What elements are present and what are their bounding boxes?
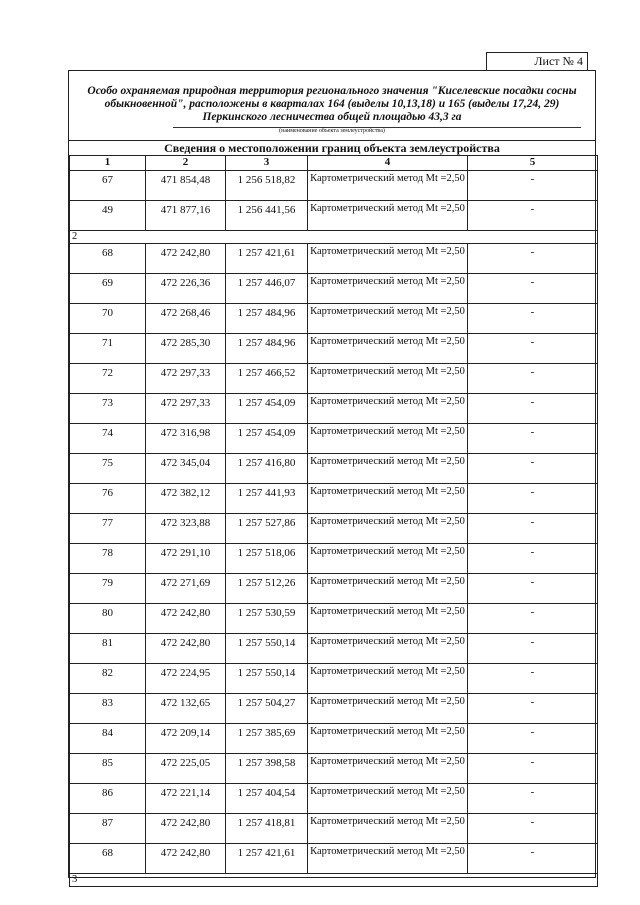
note-cell: - <box>468 754 598 784</box>
document-header <box>69 71 595 140</box>
table-row <box>70 244 598 274</box>
title-caption: (наименование объекта землеустройства) <box>279 128 385 134</box>
coord-x: 472 132,65 <box>146 694 226 724</box>
point-number: 75 <box>70 454 146 484</box>
contour-group-row <box>70 231 598 244</box>
coord-y: 1 257 421,61 <box>226 844 308 874</box>
table-row <box>70 784 598 814</box>
coord-y: 1 257 454,09 <box>226 424 308 454</box>
note-cell: - <box>468 454 598 484</box>
coord-x: 472 225,05 <box>146 754 226 784</box>
coord-x: 472 242,80 <box>146 604 226 634</box>
note-cell: - <box>468 244 598 274</box>
method-cell: Картометрический метод Mt =2,50 <box>308 244 468 274</box>
method-cell: Картометрический метод Mt =2,50 <box>308 814 468 844</box>
point-number: 79 <box>70 574 146 604</box>
point-number: 73 <box>70 394 146 424</box>
coord-x: 472 242,80 <box>146 844 226 874</box>
section-title: Сведения о местоположении границ объекта землеустройства <box>69 140 595 156</box>
coord-x: 472 291,10 <box>146 544 226 574</box>
coord-y: 1 257 527,86 <box>226 514 308 544</box>
point-number: 81 <box>70 634 146 664</box>
point-number: 74 <box>70 424 146 454</box>
point-number: 67 <box>70 171 146 201</box>
coord-x: 472 221,14 <box>146 784 226 814</box>
method-cell: Картометрический метод Mt =2,50 <box>308 544 468 574</box>
method-cell: Картометрический метод Mt =2,50 <box>308 664 468 694</box>
coord-x: 472 242,80 <box>146 814 226 844</box>
sheet-number: Лист № 4 <box>486 52 588 70</box>
note-cell: - <box>468 514 598 544</box>
method-cell: Картометрический метод Mt =2,50 <box>308 274 468 304</box>
point-number: 86 <box>70 784 146 814</box>
note-cell: - <box>468 394 598 424</box>
method-cell: Картометрический метод Mt =2,50 <box>308 424 468 454</box>
note-cell: - <box>468 171 598 201</box>
method-cell: Картометрический метод Mt =2,50 <box>308 694 468 724</box>
column-header: 3 <box>226 156 308 171</box>
point-number: 71 <box>70 334 146 364</box>
method-cell: Картометрический метод Mt =2,50 <box>308 454 468 484</box>
note-cell: - <box>468 664 598 694</box>
method-cell: Картометрический метод Mt =2,50 <box>308 394 468 424</box>
method-cell: Картометрический метод Mt =2,50 <box>308 574 468 604</box>
note-cell: - <box>468 201 598 231</box>
point-number: 85 <box>70 754 146 784</box>
coord-x: 472 382,12 <box>146 484 226 514</box>
note-cell: - <box>468 694 598 724</box>
method-cell: Картометрический метод Mt =2,50 <box>308 201 468 231</box>
column-header: 2 <box>146 156 226 171</box>
method-cell: Картометрический метод Mt =2,50 <box>308 334 468 364</box>
table-row <box>70 334 598 364</box>
coordinates-table <box>69 155 598 887</box>
table-row <box>70 604 598 634</box>
note-cell: - <box>468 814 598 844</box>
coord-y: 1 257 446,07 <box>226 274 308 304</box>
table-row <box>70 664 598 694</box>
coord-y: 1 257 550,14 <box>226 634 308 664</box>
method-cell: Картометрический метод Mt =2,50 <box>308 364 468 394</box>
point-number: 83 <box>70 694 146 724</box>
point-number: 77 <box>70 514 146 544</box>
point-number: 80 <box>70 604 146 634</box>
point-number: 68 <box>70 244 146 274</box>
point-number: 49 <box>70 201 146 231</box>
method-cell: Картометрический метод Mt =2,50 <box>308 514 468 544</box>
table-row <box>70 364 598 394</box>
coord-y: 1 257 504,27 <box>226 694 308 724</box>
note-cell: - <box>468 724 598 754</box>
table-row <box>70 724 598 754</box>
note-cell: - <box>468 334 598 364</box>
coord-x: 471 877,16 <box>146 201 226 231</box>
coord-y: 1 257 530,59 <box>226 604 308 634</box>
contour-number: 2 <box>70 231 598 244</box>
coord-y: 1 257 484,96 <box>226 334 308 364</box>
coord-y: 1 257 385,69 <box>226 724 308 754</box>
coord-y: 1 257 518,06 <box>226 544 308 574</box>
table-row <box>70 484 598 514</box>
coord-x: 472 285,30 <box>146 334 226 364</box>
coord-x: 472 323,88 <box>146 514 226 544</box>
coord-y: 1 257 416,80 <box>226 454 308 484</box>
table-row <box>70 694 598 724</box>
point-number: 69 <box>70 274 146 304</box>
method-cell: Картометрический метод Mt =2,50 <box>308 844 468 874</box>
coord-y: 1 257 512,26 <box>226 574 308 604</box>
document-frame <box>68 70 596 885</box>
method-cell: Картометрический метод Mt =2,50 <box>308 484 468 514</box>
table-body <box>70 171 598 887</box>
table-row <box>70 424 598 454</box>
table-row <box>70 544 598 574</box>
note-cell: - <box>468 424 598 454</box>
method-cell: Картометрический метод Mt =2,50 <box>308 304 468 334</box>
coord-y: 1 256 518,82 <box>226 171 308 201</box>
point-number: 72 <box>70 364 146 394</box>
method-cell: Картометрический метод Mt =2,50 <box>308 784 468 814</box>
column-header: 5 <box>468 156 598 171</box>
note-cell: - <box>468 604 598 634</box>
coord-x: 472 224,95 <box>146 664 226 694</box>
coord-x: 472 345,04 <box>146 454 226 484</box>
table-row <box>70 754 598 784</box>
coord-y: 1 257 484,96 <box>226 304 308 334</box>
note-cell: - <box>468 304 598 334</box>
coord-y: 1 257 454,09 <box>226 394 308 424</box>
column-header: 1 <box>70 156 146 171</box>
object-title: Особо охраняемая природная территория регионального значения "Киселевские посадки сосны обыкновенной", расположены в кварталах 164 (выделы 10,13,18) и 165 (выделы 17,24, 29) Перкинского лесничества общей площадью 43,3 га <box>87 85 577 123</box>
table-header-row <box>70 156 598 171</box>
table-row <box>70 814 598 844</box>
note-cell: - <box>468 844 598 874</box>
coord-x: 472 226,36 <box>146 274 226 304</box>
contour-group-row <box>70 874 598 887</box>
point-number: 82 <box>70 664 146 694</box>
point-number: 84 <box>70 724 146 754</box>
note-cell: - <box>468 484 598 514</box>
coord-x: 472 268,46 <box>146 304 226 334</box>
coord-x: 472 242,80 <box>146 244 226 274</box>
note-cell: - <box>468 784 598 814</box>
point-number: 78 <box>70 544 146 574</box>
coord-y: 1 257 398,58 <box>226 754 308 784</box>
table-row <box>70 844 598 874</box>
coord-y: 1 257 550,14 <box>226 664 308 694</box>
point-number: 87 <box>70 814 146 844</box>
coord-y: 1 257 418,81 <box>226 814 308 844</box>
method-cell: Картометрический метод Mt =2,50 <box>308 604 468 634</box>
coord-x: 472 297,33 <box>146 394 226 424</box>
contour-number: 3 <box>70 874 598 887</box>
note-cell: - <box>468 364 598 394</box>
coord-x: 471 854,48 <box>146 171 226 201</box>
table-row <box>70 394 598 424</box>
table-row <box>70 514 598 544</box>
table-row <box>70 634 598 664</box>
column-header: 4 <box>308 156 468 171</box>
coord-y: 1 257 404,54 <box>226 784 308 814</box>
coord-y: 1 257 441,93 <box>226 484 308 514</box>
coord-x: 472 242,80 <box>146 634 226 664</box>
coord-y: 1 257 421,61 <box>226 244 308 274</box>
coord-x: 472 297,33 <box>146 364 226 394</box>
coord-y: 1 257 466,52 <box>226 364 308 394</box>
note-cell: - <box>468 544 598 574</box>
coord-x: 472 271,69 <box>146 574 226 604</box>
table-row <box>70 201 598 231</box>
method-cell: Картометрический метод Mt =2,50 <box>308 754 468 784</box>
coord-y: 1 256 441,56 <box>226 201 308 231</box>
table-row <box>70 454 598 484</box>
point-number: 76 <box>70 484 146 514</box>
table-row <box>70 171 598 201</box>
method-cell: Картометрический метод Mt =2,50 <box>308 724 468 754</box>
table-row <box>70 304 598 334</box>
method-cell: Картометрический метод Mt =2,50 <box>308 634 468 664</box>
note-cell: - <box>468 274 598 304</box>
point-number: 68 <box>70 844 146 874</box>
coord-x: 472 209,14 <box>146 724 226 754</box>
table-row <box>70 274 598 304</box>
note-cell: - <box>468 634 598 664</box>
method-cell: Картометрический метод Mt =2,50 <box>308 171 468 201</box>
point-number: 70 <box>70 304 146 334</box>
coord-x: 472 316,98 <box>146 424 226 454</box>
table-row <box>70 574 598 604</box>
note-cell: - <box>468 574 598 604</box>
